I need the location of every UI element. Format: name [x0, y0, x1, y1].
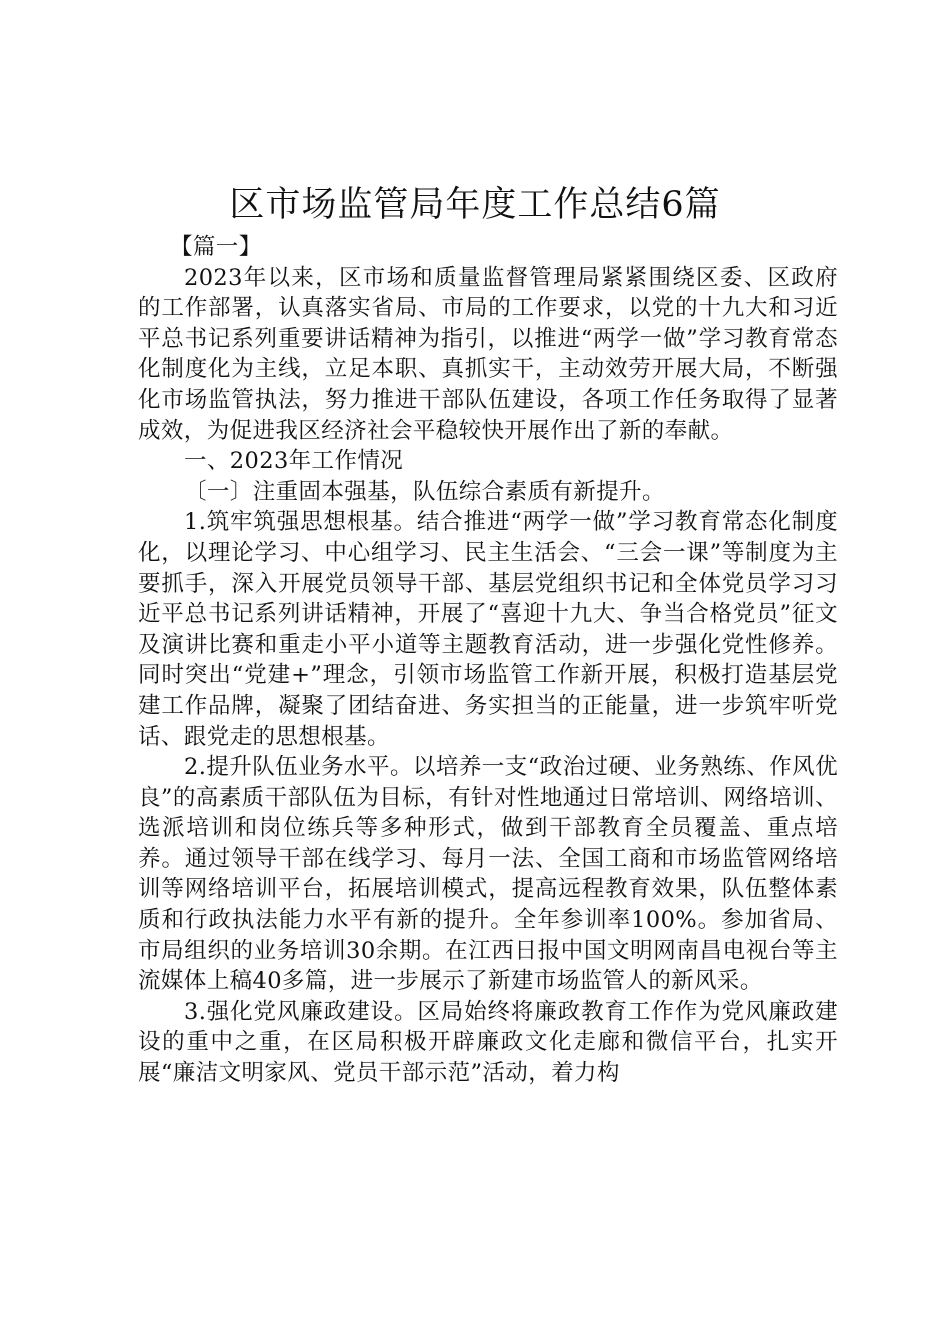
section-heading-work-status: 一、2023年工作情况	[184, 448, 404, 475]
intro-paragraph: 2023年以来，区市场和质量监督管理局紧紧围绕区委、区政府的工作部署，认真落实省局、市局的工作要求，以党的十九大和习近平总书记系列重要讲话精神为指引，以推进“两学一做”学习教育常态化制度化为主线，立足本职、真抓实干，主动效劳开展大局，不断强化市场监管执法，努力推进干部队伍建设，各项工作任务取得了显著成效，为促进我区经济社会平稳较快开展作出了新的奉献。	[138, 264, 838, 444]
paragraph-training: 2.提升队伍业务水平。以培养一支“政治过硬、业务熟练、作风优良”的高素质干部队伍为目标，有针对性地通过日常培训、网络培训、选派培训和岗位练兵等多种形式，做到干部教育全员覆盖、重点培养。通过领导干部在线学习、每月一法、全国工商和市场监管网络培训等网络培训平台，拓展培训模式，提高远程教育效果，队伍整体素质和行政执法能力水平有新的提升。全年参训率100%。参加省局、市局组织的业务培训30余期。在江西日报中国文明网南昌电视台等主流媒体上稿40多篇，进一步展示了新建市场监管人的新风采。	[138, 754, 838, 995]
document-body	[138, 232, 838, 1089]
subsection-heading-team: 〔一〕注重固本强基，队伍综合素质有新提升。	[184, 478, 665, 505]
paragraph-integrity: 3.强化党风廉政建设。区局始终将廉政教育工作作为党风廉政建设的重中之重，在区局积极开辟廉政文化走廊和微信平台，扎实开展“廉洁文明家风、党员干部示范”活动，着力构	[138, 998, 838, 1087]
paragraph-ideology: 1.筑牢筑强思想根基。结合推进“两学一做”学习教育常态化制度化，以理论学习、中心组学习、民主生活会、“三会一课”等制度为主要抓手，深入开展党员领导干部、基层党组织书记和全体党员学习习近平总书记系列讲话精神，开展了“喜迎十九大、争当合格党员”征文及演讲比赛和重走小平小道等主题教育活动，进一步强化党性修养。同时突出“党建+”理念，引领市场监管工作新开展，积极打造基层党建工作品牌，凝聚了团结奋进、务实担当的正能量，进一步筑牢听党话、跟党走的思想根基。	[138, 509, 838, 750]
document-title: 区市场监管局年度工作总结6篇	[229, 185, 721, 225]
section-heading-part-one: 【篇一】	[170, 234, 262, 260]
